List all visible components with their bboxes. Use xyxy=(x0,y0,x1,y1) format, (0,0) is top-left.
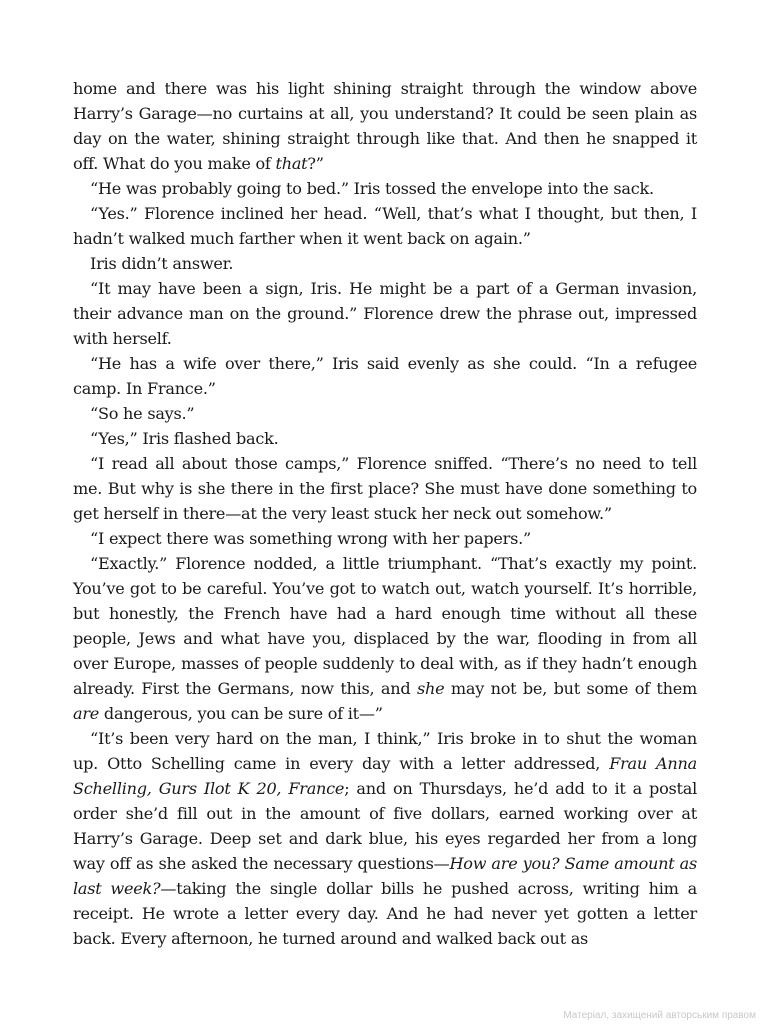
text-run: —taking the single dollar bills he pushed across, writing him a receipt. He wrote a letter every day. And he had never yet gotten a letter back. Every afternoon, he turned around and walked back out as xyxy=(73,879,697,948)
text-run: “It may have been a sign, Iris. He might be a part of a German invasion, their advance man on the ground.” Florence drew the phrase out, impressed with herself. xyxy=(73,279,697,348)
paragraph-3 xyxy=(73,201,697,251)
paragraph-5 xyxy=(73,276,697,351)
paragraph-8 xyxy=(73,426,697,451)
paragraph-1 xyxy=(73,76,697,176)
italic-run: Frau Anna Schelling, Gurs Ilot K 20, France xyxy=(73,754,697,798)
text-run: “Exactly.” Florence nodded, a little triumphant. “That’s exactly my point. You’ve got to be careful. You’ve got to watch out, watch yourself. It’s horrible, but honestly, the French have had a hard enough time without all these people, Jews and what have you, displaced by the war, flooding in from all over Europe, masses of people suddenly to deal with, as if they hadn’t enough already. First the Germans, now this, and xyxy=(73,554,697,698)
text-run: “Yes.” Florence inclined her head. “Well, that’s what I thought, but then, I hadn’t walked much farther when it went back on again.” xyxy=(73,204,697,248)
text-run: “Yes,” Iris flashed back. xyxy=(90,429,279,448)
text-run: dangerous, you can be sure of it—” xyxy=(99,704,383,723)
text-run: “It’s been very hard on the man, I think,” Iris broke in to shut the woman up. Otto Schelling came in every day with a letter addressed, xyxy=(73,729,697,773)
italic-run: that xyxy=(275,154,308,173)
paragraph-12 xyxy=(73,726,697,951)
paragraph-7 xyxy=(73,401,697,426)
text-run: Iris didn’t answer. xyxy=(90,254,234,273)
text-run: ; and on Thursdays, he’d add to it a postal order she’d fill out in the amount of five dollars, earned working over at Harry’s Garage. Deep set and dark blue, his eyes regarded her from a long way off as she asked the necessary questions— xyxy=(73,779,697,873)
text-run: may not be, but some of them xyxy=(444,679,697,698)
paragraph-9 xyxy=(73,451,697,526)
book-page-text xyxy=(73,76,697,951)
text-run: “He was probably going to bed.” Iris tossed the envelope into the sack. xyxy=(90,179,654,198)
text-run: “He has a wife over there,” Iris said evenly as she could. “In a refugee camp. In France.” xyxy=(73,354,697,398)
copyright-watermark: Матеріал, захищений авторським правом xyxy=(563,1010,756,1021)
italic-run: are xyxy=(73,704,100,723)
text-run: home and there was his light shining straight through the window above Harry’s Garage—no curtains at all, you understand? It could be seen plain as day on the water, shining straight through like that. And then he snapped it off. What do you make of xyxy=(73,79,697,173)
text-run: “I expect there was something wrong with her papers.” xyxy=(90,529,531,548)
paragraph-6 xyxy=(73,351,697,401)
paragraph-11 xyxy=(73,551,697,726)
italic-run: How are you? Same amount as last week? xyxy=(73,854,697,898)
text-run: “So he says.” xyxy=(90,404,195,423)
paragraph-2 xyxy=(73,176,697,201)
paragraph-4 xyxy=(73,251,697,276)
paragraph-10 xyxy=(73,526,697,551)
text-run: ?” xyxy=(307,154,324,173)
text-run: “I read all about those camps,” Florence sniffed. “There’s no need to tell me. But why is she there in the first place? She must have done something to get herself in there—at the very least stuck her neck out somehow.” xyxy=(73,454,697,523)
italic-run: she xyxy=(416,679,445,698)
